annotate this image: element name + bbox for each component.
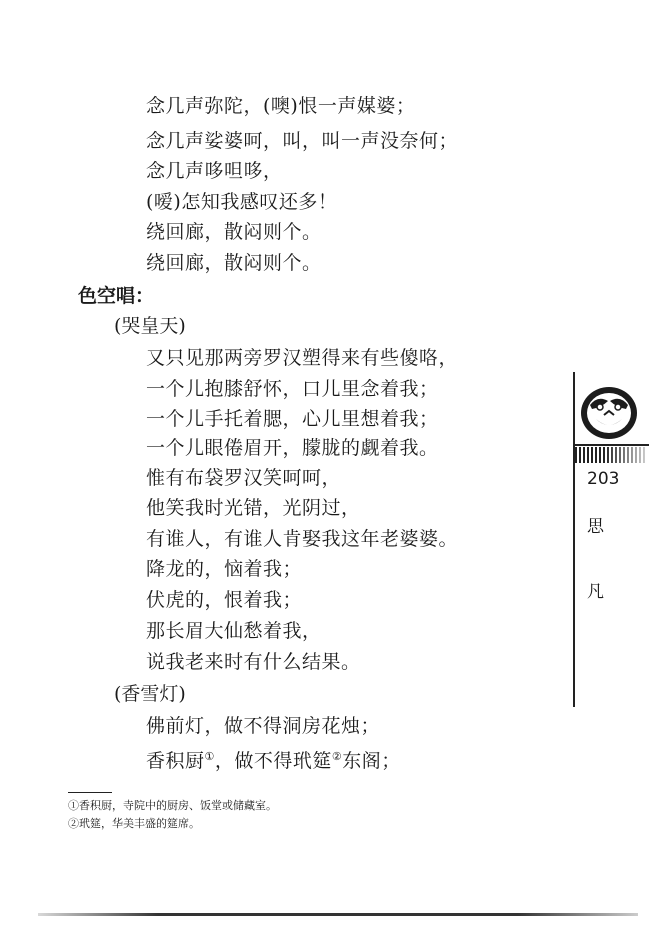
running-title-char: 凡 <box>587 582 604 602</box>
margin-rule-horizontal <box>573 444 649 446</box>
verse-line: 一个儿手托着腮，心儿里想着我； <box>146 408 439 430</box>
verse-line: 佛前灯，做不得洞房花烛； <box>146 715 381 737</box>
margin-rule-vertical <box>573 372 575 707</box>
verse-text: 东阁； <box>342 750 401 772</box>
verse-line-with-footnotes <box>146 745 401 773</box>
verse-line: 念几声娑婆呵，叫，叫一声没奈何； <box>146 130 459 152</box>
opera-mask-emblem-icon <box>578 385 640 441</box>
verse-line: 惟有布袋罗汉笑呵呵， <box>146 467 342 489</box>
verse-line: 绕回廊，散闷则个。 <box>146 252 322 274</box>
verse-text: ，做不得玳筵 <box>214 750 332 772</box>
running-title-char: 思 <box>587 517 604 537</box>
verse-line: 降龙的，恼着我； <box>146 558 303 580</box>
verse-text: 香积厨 <box>146 750 205 772</box>
page-number: 203 <box>587 469 620 489</box>
footnote-marker: ① <box>204 750 215 763</box>
verse-line: 说我老来时有什么结果。 <box>146 651 361 673</box>
tune-title: (香雪灯) <box>114 683 186 705</box>
footnote: ①香积厨，寺院中的厨房、饭堂或储藏室。 <box>68 799 277 812</box>
verse-line: 念几声哆呾哆， <box>146 160 283 182</box>
role-heading: 色空唱： <box>78 285 155 307</box>
verse-line: 一个儿抱膝舒怀，口儿里念着我； <box>146 378 439 400</box>
page-bottom-edge <box>38 913 638 916</box>
verse-line: 绕回廊，散闷则个。 <box>146 221 322 243</box>
verse-line: 一个儿眼倦眉开，朦胧的觑着我。 <box>146 437 439 459</box>
verse-line: 伏虎的，恨着我； <box>146 589 303 611</box>
verse-line: 念几声弥陀，(噢)恨一声媒婆； <box>146 95 416 117</box>
verse-line: (嗳)怎知我感叹还多！ <box>146 191 338 213</box>
verse-line: 他笑我时光错，光阴过， <box>146 497 361 519</box>
tune-title: (哭皇天) <box>114 315 186 337</box>
margin-hatched-band <box>575 447 647 463</box>
footnote-divider <box>68 792 112 793</box>
verse-line: 那长眉大仙愁着我， <box>146 620 322 642</box>
footnote-marker: ② <box>331 750 343 763</box>
footnote: ②玳筵，华美丰盛的筵席。 <box>68 817 200 830</box>
verse-line: 又只见那两旁罗汉塑得来有些傻咯， <box>146 347 459 369</box>
verse-line: 有谁人，有谁人肯娶我这年老婆婆。 <box>146 528 459 550</box>
